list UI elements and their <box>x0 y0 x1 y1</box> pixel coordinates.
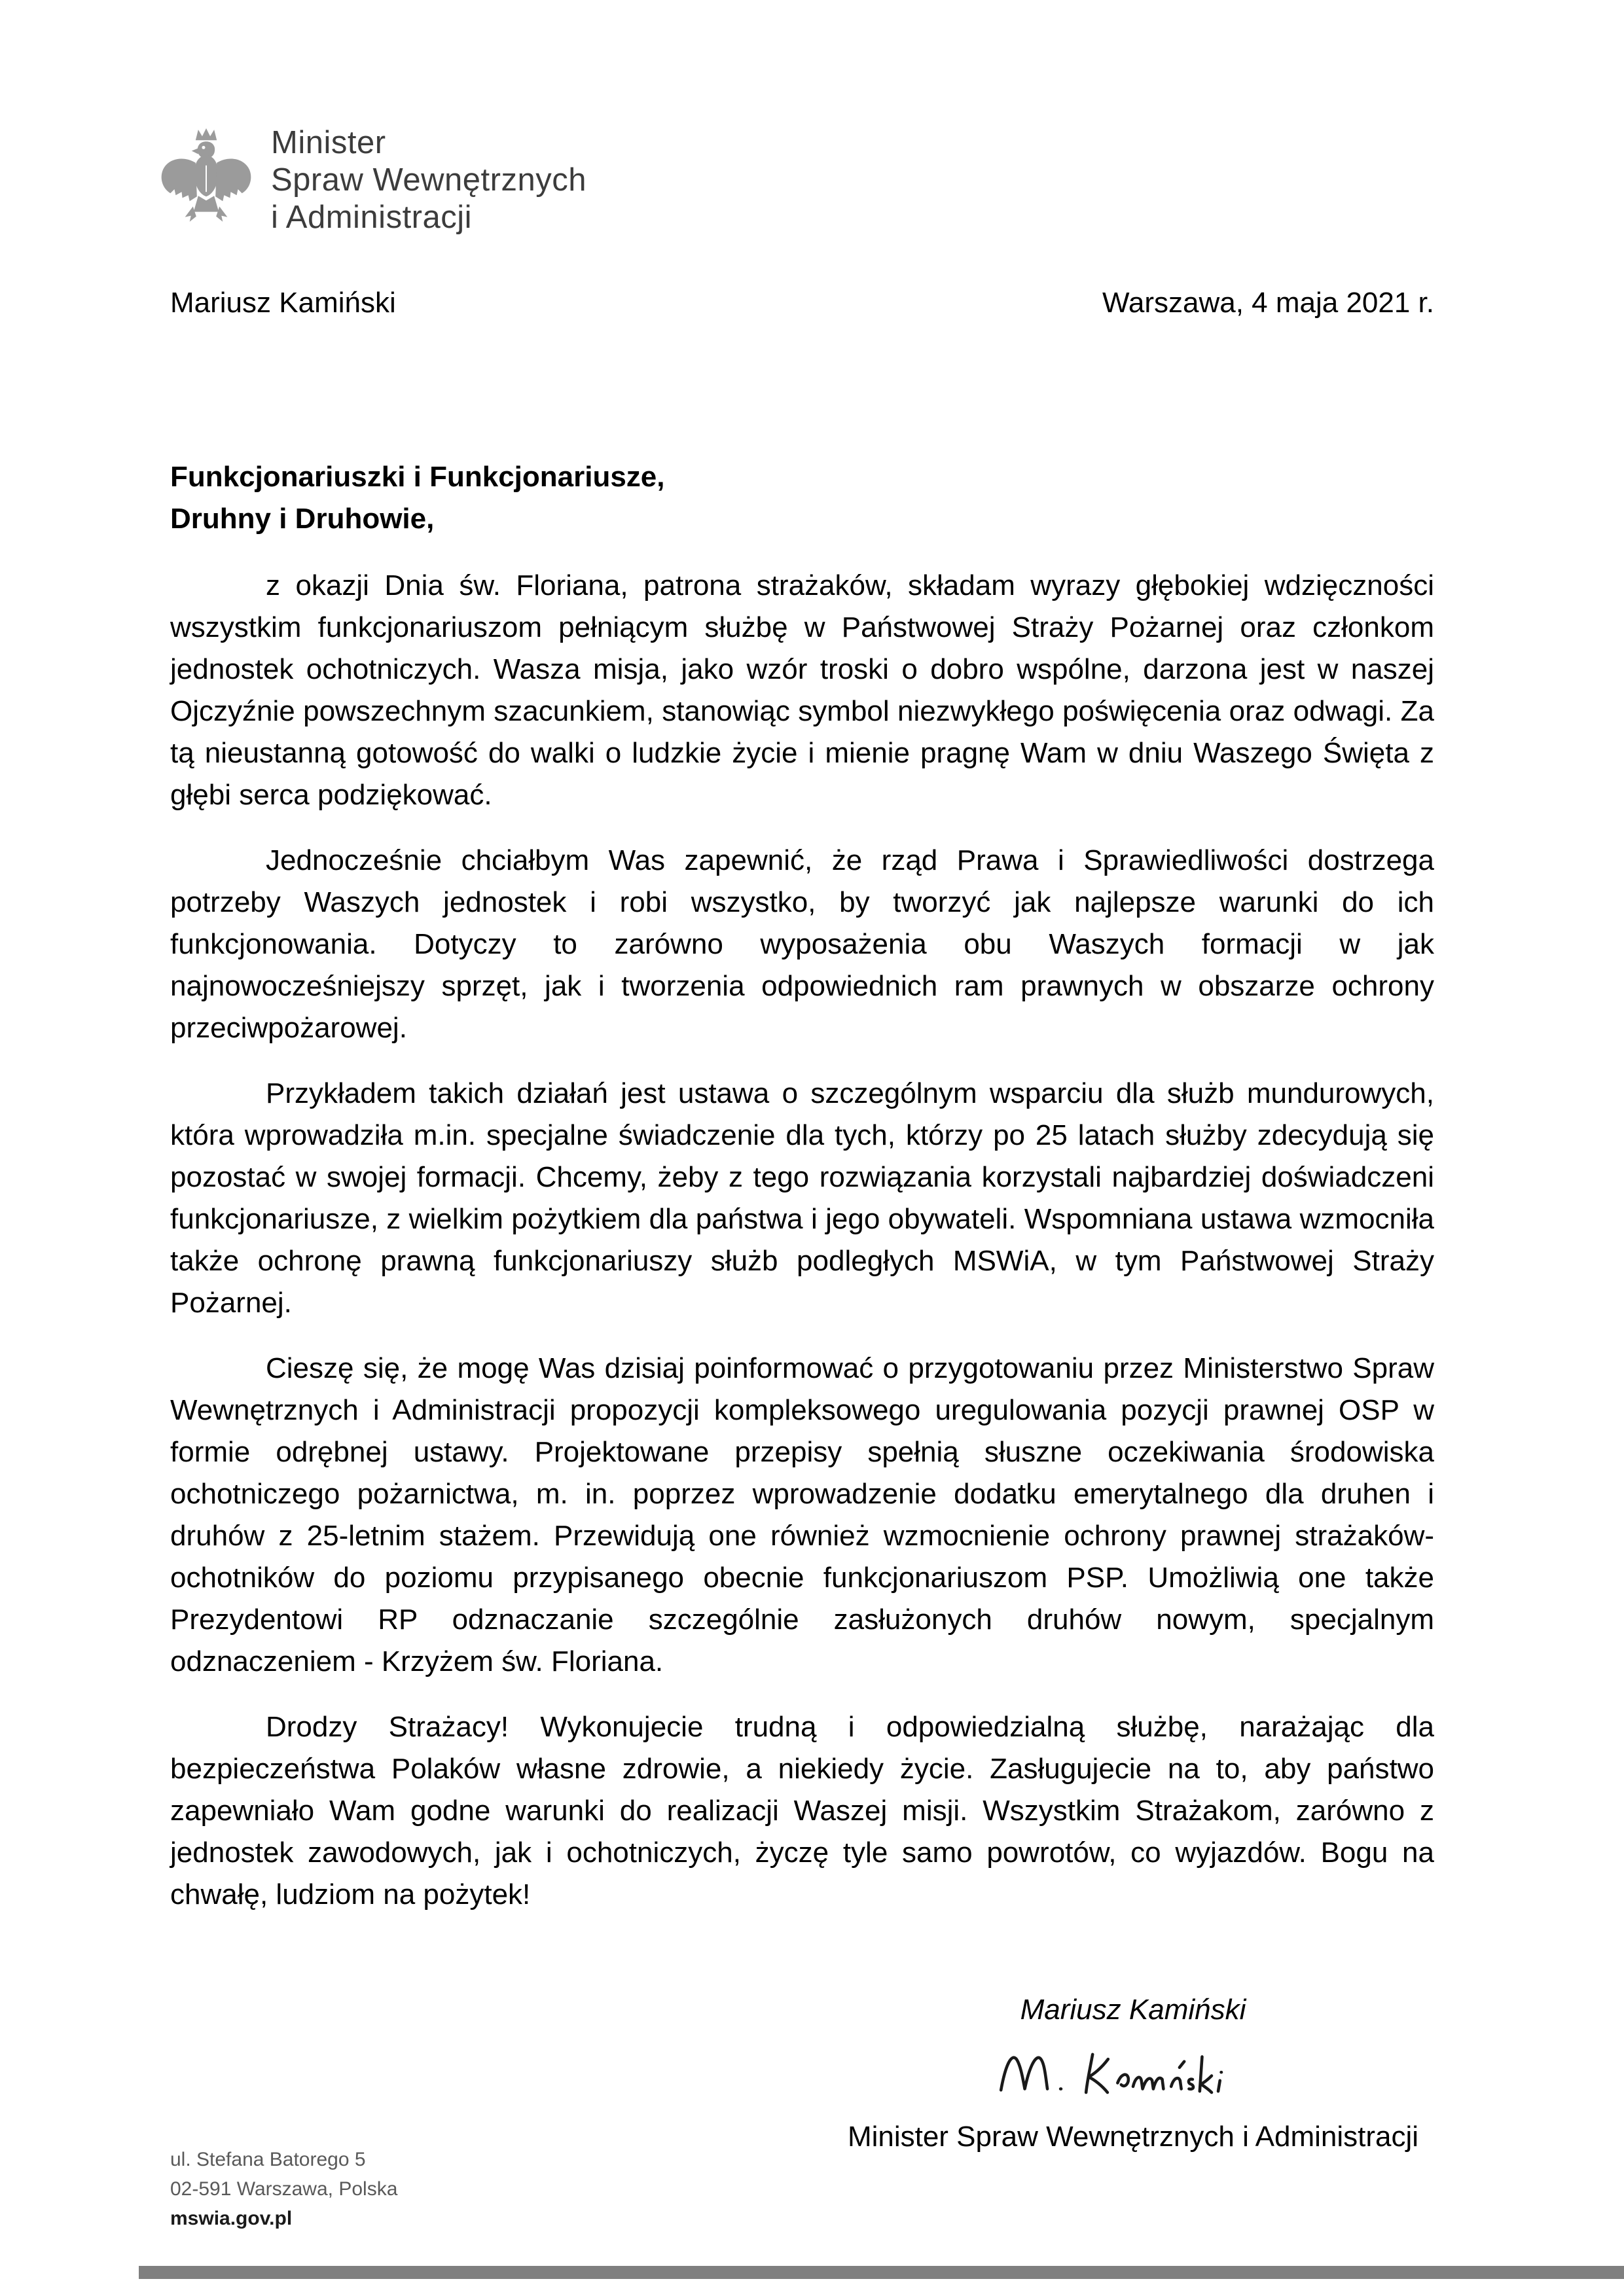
salutation <box>170 456 1434 540</box>
letterhead <box>160 124 1434 236</box>
letter-paragraph-5: Drodzy Strażacy! Wykonujecie trudną i odpowiedzialną służbę, narażając dla bezpieczeństwa Polaków własne zdrowie, a niekiedy życie. Zasługujecie na to, aby państwo zapewniało Wam godne warunki do realizacji Waszej misji. Wszystkim Strażakom, zarówno z jednostek zawodowych, jak i ochotniczych, życzę tyle samo powrotów, co wyjazdów. Bogu na chwałę, ludziom na pożytek! <box>170 1711 1434 1910</box>
ministry-name-line: Spraw Wewnętrznych <box>271 162 586 198</box>
salutation-line: Funkcjonariuszki i Funkcjonariusze, <box>170 461 665 493</box>
footer <box>170 2145 397 2233</box>
footer-website: mswia.gov.pl <box>170 2208 293 2229</box>
ministry-name-line: i Administracji <box>271 200 473 235</box>
coat-of-arms-eagle-icon <box>160 126 253 236</box>
letter-paragraph-3: Przykładem takich działań jest ustawa o szczególnym wsparciu dla służb mundurowych, która wprowadziła m.in. specjalne świadczenie dla tych, którzy po 25 latach służby zdecydują się pozostać w swojej formacji. Chcemy, żeby z tego rozwiązania korzystali najbardziej doświadczeni funkcjonariusze, z wielkim pożytkiem dla państwa i jego obywateli. Wspomniana ustawa wzmocniła także ochronę prawną funkcjonariuszy służb podległych MSWiA, w tym Państwowej Straży Pożarnej. <box>170 1077 1434 1319</box>
bottom-rule <box>139 2266 1624 2279</box>
signature-block <box>819 1989 1447 2158</box>
footer-address-line: ul. Stefana Batorego 5 <box>170 2149 366 2170</box>
handwritten-signature <box>989 2040 1277 2106</box>
signatory-title: Minister Spraw Wewnętrznych i Administracji <box>847 2121 1419 2153</box>
letter-body <box>170 565 1434 1916</box>
ministry-name-line: Minister <box>271 125 386 160</box>
footer-address-line: 02-591 Warszawa, Polska <box>170 2178 398 2200</box>
sender-row <box>170 285 1434 321</box>
letter-paragraph-2: Jednocześnie chciałbym Was zapewnić, że rząd Prawa i Sprawiedliwości dostrzega potrzeby Waszych jednostek i robi wszystko, by tworzyć jak najlepsze warunki do ich funkcjonowania. Dotyczy to zarówno wyposażenia obu Waszych formacji w jak najnowocześniejszy sprzęt, jak i tworzenia odpowiednich ram prawnych w obszarze ochrony przeciwpożarowej. <box>170 844 1434 1044</box>
salutation-line: Druhny i Druhowie, <box>170 503 435 535</box>
ministry-name <box>271 124 586 236</box>
sender-name: Mariusz Kamiński <box>170 287 396 319</box>
letter-paragraph-4: Cieszę się, że mogę Was dzisiaj poinformować o przygotowaniu przez Ministerstwo Spraw Wewnętrznych i Administracji propozycji kompleksowego uregulowania pozycji prawnej OSP w formie odrębnej ustawy. Projektowane przepisy spełnią słuszne oczekiwania środowiska ochotniczego pożarnictwa, m. in. poprzez wprowadzenie dodatku emerytalnego dla druhen i druhów z 25-letnim stażem. Przewidują one również wzmocnienie ochrony prawnej strażaków-ochotników do poziomu przypisanego obecnie funkcjonariuszom PSP. Umożliwią one także Prezydentowi RP odznaczanie szczególnie zasłużonych druhów nowym, specjalnym odznaczeniem - Krzyżem św. Floriana. <box>170 1352 1434 1677</box>
letter-paragraph-1: z okazji Dnia św. Floriana, patrona strażaków, składam wyrazy głębokiej wdzięczności wszystkim funkcjonariuszom pełniącym służbę w Państwowej Straży Pożarnej oraz członkom jednostek ochotniczych. Wasza misja, jako wzór troski o dobro wspólne, darzona jest w naszej Ojczyźnie powszechnym szacunkiem, stanowiąc symbol niezwykłego poświęcenia oraz odwagi. Za tą nieustanną gotowość do walki o ludzkie życie i mienie pragnę Wam w dniu Waszego Święta z głębi serca podziękować. <box>170 569 1434 811</box>
place-and-date: Warszawa, 4 maja 2021 r. <box>1102 287 1434 319</box>
signatory-name: Mariusz Kamiński <box>1020 1994 1246 2026</box>
